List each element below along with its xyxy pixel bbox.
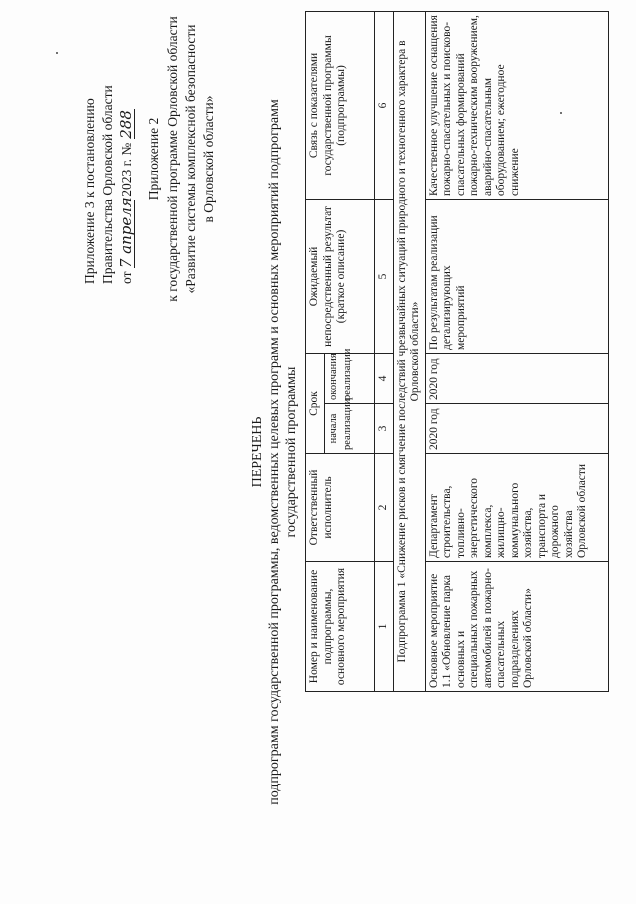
row-result: По результатам реализации детализирующих мероприятий xyxy=(425,199,608,353)
header-col5: Ожидаемый непосредственный результат (краткое описание) xyxy=(306,199,375,353)
appendix3-line3 xyxy=(118,109,135,284)
header-col4: окончания реализации xyxy=(325,353,375,403)
appendix3-line1: Приложение 3 к постановлению xyxy=(82,98,97,284)
table-row xyxy=(425,11,608,691)
scan-speck xyxy=(560,112,562,114)
header-col1: Номер и наименование подпрограммы, основного мероприятия xyxy=(306,562,375,692)
row-indicators: Качественное улучшение оснащения пожарно-спасательных и поисково-спасательных формирований пожарно-техническим вооружением, аварийно-спасательным оборудованием; ежегодное снижение xyxy=(425,11,608,199)
appendix3-date-prefix: от xyxy=(119,271,134,284)
number-cell: 6 xyxy=(375,11,394,199)
programs-table xyxy=(305,11,609,692)
header-col6: Связь с показателями государственной программы (подпрограммы) xyxy=(306,11,375,199)
table-number-row xyxy=(375,11,394,691)
appendix2-line1: Приложение 2 xyxy=(146,117,161,201)
number-cell: 4 xyxy=(375,353,394,403)
appendix2-line4: в Орловской области» xyxy=(201,95,216,223)
document-subtitle-line1: подпрограмм государственной программы, ведомственных целевых программ и основных мероприятий подпрограмм xyxy=(267,99,282,805)
scan-speck xyxy=(56,52,58,54)
header-col2: Ответственный исполнитель xyxy=(306,454,375,562)
table-header-row xyxy=(306,11,325,691)
subprogram-row xyxy=(393,11,425,691)
document-title: ПЕРЕЧЕНЬ xyxy=(250,416,265,488)
number-cell: 2 xyxy=(375,454,394,562)
subprogram-title: Подпрограмма 1 «Снижение рисков и смягчение последствий чрезвычайных ситуаций природного и техногенного характера в Орловской области» xyxy=(393,11,425,691)
row-measure-name: Основное мероприятие 1.1 «Обновление парка основных и специальных пожарных автомобилей в пожарно-спасательных подразделениях Орловской области» xyxy=(425,562,608,692)
handwritten-date: 7 апреля xyxy=(117,197,135,269)
number-cell: 3 xyxy=(375,404,394,454)
handwritten-number: 288 xyxy=(117,110,135,139)
document-subtitle-line2: государственной программы xyxy=(284,366,299,538)
appendix2-line3: «Развитие системы комплексной безопасности xyxy=(183,24,198,294)
header-term: Срок xyxy=(306,353,325,453)
row-executor: Департамент строительства, топливно-энергетического комплекса, жилищно-коммунального хозяйства, транспорта и дорожного хозяйства Орловской области xyxy=(425,454,608,562)
number-cell: 5 xyxy=(375,199,394,353)
row-start: 2020 год xyxy=(425,404,608,454)
row-end: 2020 год xyxy=(425,353,608,403)
header-col3: начала реализации xyxy=(325,404,375,454)
appendix3-year: 2023 г. № xyxy=(119,142,134,197)
appendix3-line2: Правительства Орловской области xyxy=(100,85,115,284)
number-cell: 1 xyxy=(375,562,394,692)
appendix2-line2: к государственной программе Орловской области xyxy=(165,16,180,302)
